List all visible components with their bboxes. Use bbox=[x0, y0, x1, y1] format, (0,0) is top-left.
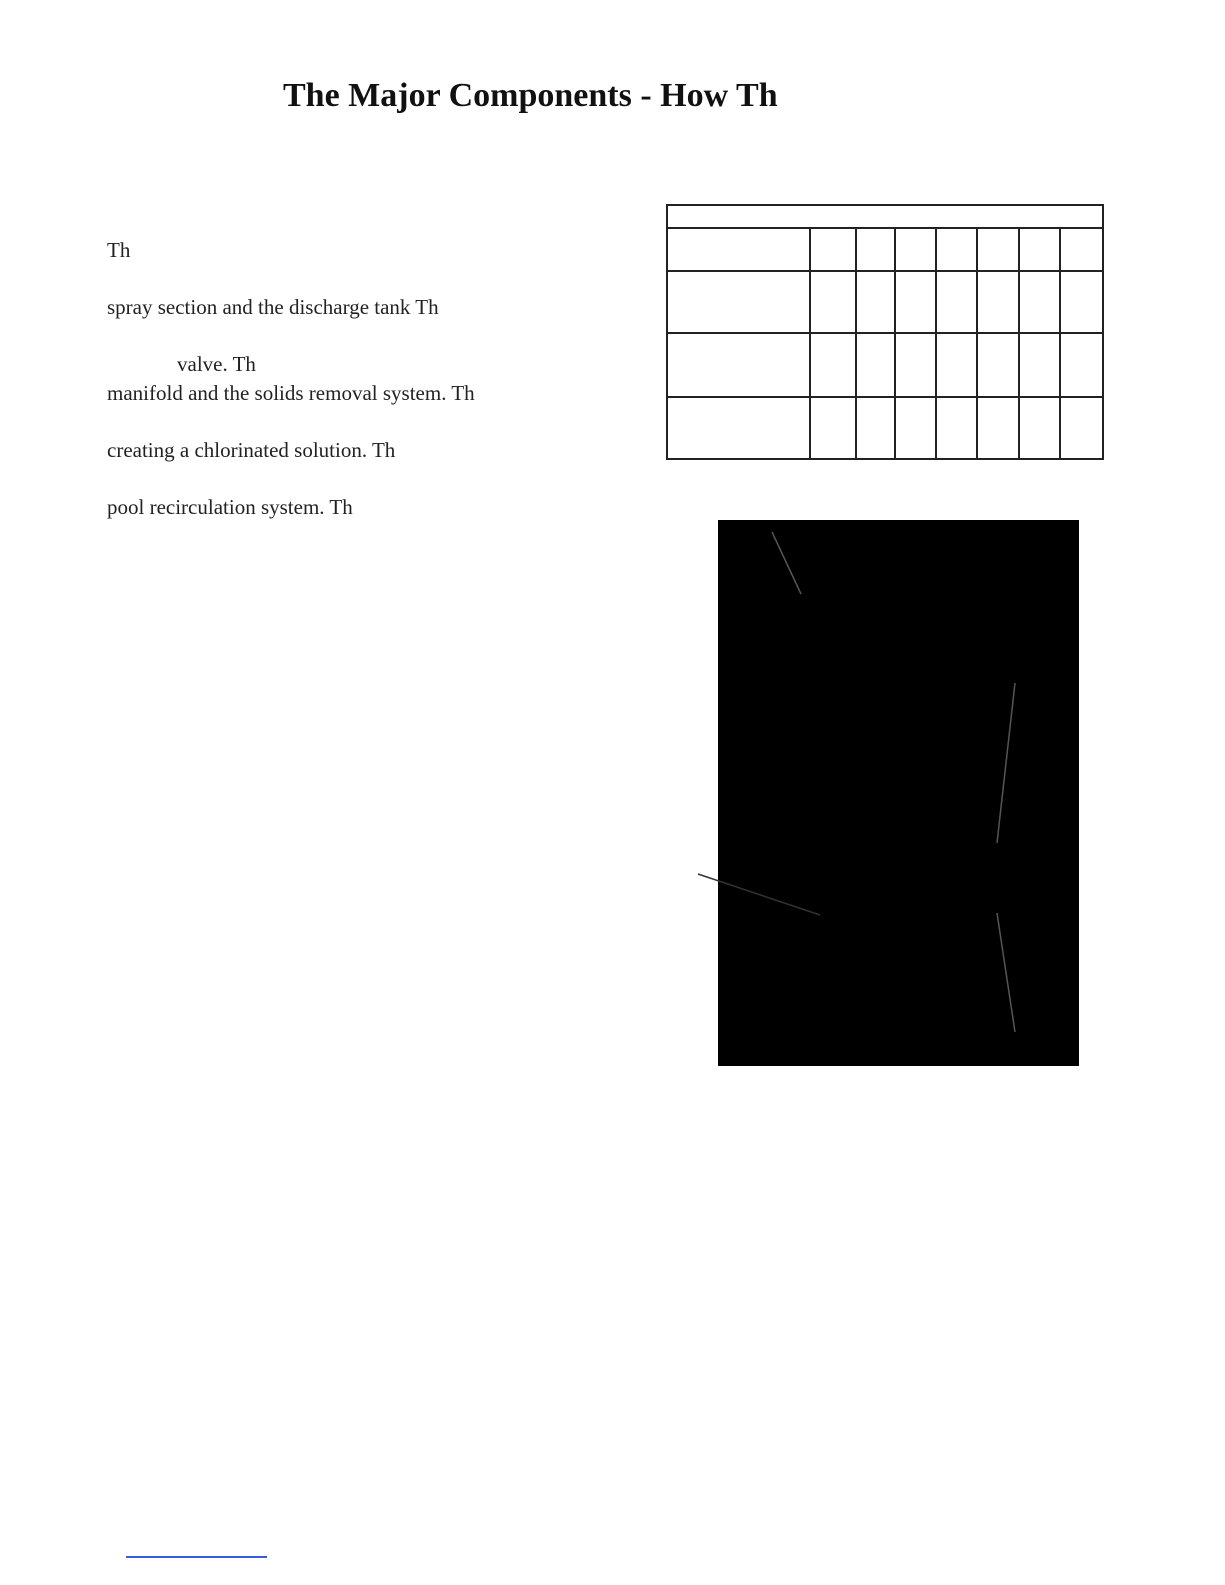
paragraph-line-1: Th bbox=[107, 238, 131, 262]
table-cell bbox=[856, 228, 895, 271]
table-row bbox=[667, 333, 1103, 396]
table-cell bbox=[1060, 333, 1103, 396]
table-cell bbox=[810, 397, 856, 459]
table-cell bbox=[1019, 271, 1060, 333]
table-cell bbox=[936, 228, 977, 271]
table-cell bbox=[936, 397, 977, 459]
table-cell bbox=[895, 228, 936, 271]
table-cell bbox=[895, 271, 936, 333]
table-cell bbox=[856, 333, 895, 396]
paragraph-line-5: creating a chlorinated solution. Th bbox=[107, 438, 396, 462]
table-cell bbox=[856, 397, 895, 459]
table-cell bbox=[1019, 228, 1060, 271]
table-cell bbox=[977, 397, 1019, 459]
table-cell bbox=[895, 397, 936, 459]
table-cell bbox=[895, 333, 936, 396]
footer-link-underline[interactable] bbox=[126, 1556, 267, 1558]
table-cell bbox=[977, 271, 1019, 333]
table-header-cell bbox=[667, 205, 1103, 228]
table-cell bbox=[1060, 271, 1103, 333]
table-cell bbox=[856, 271, 895, 333]
table-cell bbox=[810, 271, 856, 333]
table-cell bbox=[936, 333, 977, 396]
table-header-row bbox=[667, 205, 1103, 228]
table-cell bbox=[977, 333, 1019, 396]
table-cell bbox=[810, 228, 856, 271]
table-cell bbox=[936, 271, 977, 333]
table-cell bbox=[810, 333, 856, 396]
paragraph-line-4: manifold and the solids removal system. Th bbox=[107, 381, 475, 405]
table-cell bbox=[977, 228, 1019, 271]
table-row-label-cell bbox=[667, 397, 810, 459]
table-row-label-cell bbox=[667, 271, 810, 333]
table-row bbox=[667, 228, 1103, 271]
spec-table bbox=[666, 204, 1104, 460]
table-cell bbox=[1019, 397, 1060, 459]
table-cell bbox=[1060, 228, 1103, 271]
paragraph-line-2: spray section and the discharge tank Th bbox=[107, 295, 439, 319]
paragraph-line-6: pool recirculation system. Th bbox=[107, 495, 353, 519]
table-cell bbox=[1060, 397, 1103, 459]
table-cell bbox=[1019, 333, 1060, 396]
paragraph-line-3: valve. Th bbox=[177, 352, 256, 376]
table-row-label-cell bbox=[667, 333, 810, 396]
table-row bbox=[667, 397, 1103, 459]
table-row bbox=[667, 271, 1103, 333]
table-row-label-cell bbox=[667, 228, 810, 271]
component-diagram-image bbox=[718, 520, 1079, 1066]
page-title: The Major Components - How Th bbox=[283, 77, 778, 114]
